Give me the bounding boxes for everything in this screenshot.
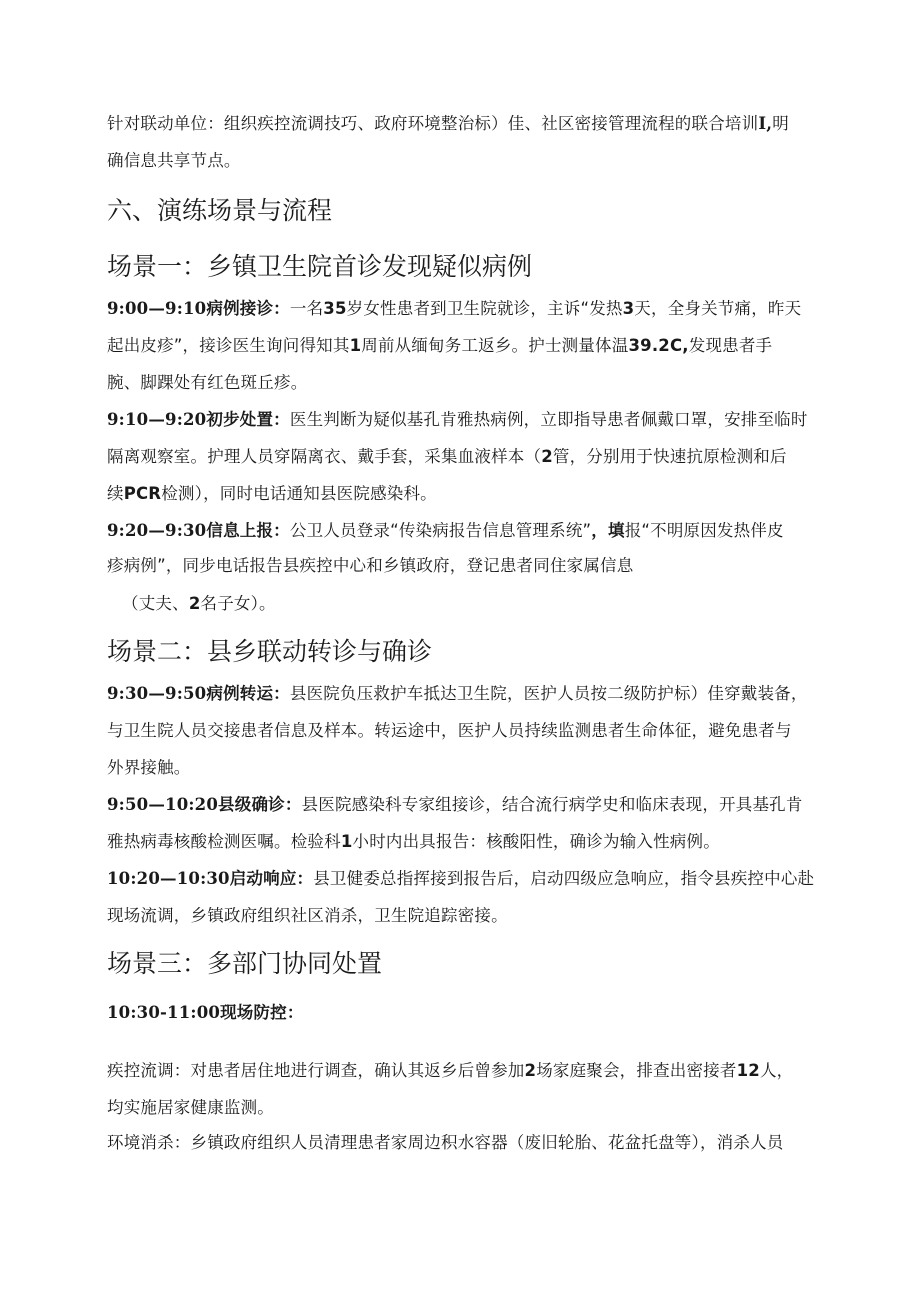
intro-line-2: 确信息共享节点。 (107, 151, 241, 170)
scene3-item1-line-2: 均实施居家健康监测。 (107, 1098, 274, 1117)
scene1-step3-line-1: 9:20—9:30信息上报：公卫人员登录“传染病报告信息管理系统”，填报“不明原因发热伴皮 (107, 521, 784, 540)
scene2-step3-line-2: 现场流调，乡镇政府组织社区消杀，卫生院追踪密接。 (107, 906, 508, 925)
scene2-step2-line-1: 9:50—10:20县级确诊：县医院感染科专家组接诊，结合流行病学史和临床表现，开具基孔肯 (107, 795, 803, 814)
scene3-item1-line-1: 疾控流调：对患者居住地进行调查，确认其返乡后曾参加2场家庭聚会，排查出密接者12人， (107, 1061, 794, 1080)
scene2-step1-line-2: 与卫生院人员交接患者信息及样本。转运途中，医护人员持续监测患者生命体征，避免患者与 (107, 721, 792, 740)
scene1-step3-line-3: （丈夫、2名子女）。 (122, 594, 276, 613)
section-heading: 六、演练场景与流程 (107, 196, 333, 225)
scene2-step2-line-2: 雅热病毒核酸检测医嘱。检验科1小时内出具报告：核酸阳性，确诊为输入性病例。 (107, 832, 720, 851)
scene1-step1-line-2: 起出皮疹”，接诊医生询问得知其1周前从缅甸务工返乡。护士测量体温39.2C,发现患者手 (107, 336, 773, 355)
scene2-heading: 场景二：县乡联动转诊与确诊 (107, 637, 433, 666)
scene2-step3-line-1: 10:20—10:30启动响应：县卫健委总指挥接到报告后，启动四级应急响应，指令县疾控中心赴 (107, 869, 815, 888)
scene1-step3-line-2: 疹病例”，同步电话报告县疾控中心和乡镇政府，登记患者同住家属信息 (107, 556, 634, 575)
scene3-item2-line-1: 环境消杀：乡镇政府组织人员清理患者家周边积水容器（废旧轮胎、花盆托盘等），消杀人员 (107, 1133, 784, 1152)
intro-line-1: 针对联动单位：组织疾控流调技巧、政府环境整治标）佳、社区密接管理流程的联合培训I,明 (107, 114, 789, 133)
scene1-step1-line-3: 腕、脚踝处有红色斑丘疹。 (107, 373, 308, 392)
scene3-subheading: 10:30-11:00现场防控： (107, 1003, 304, 1022)
scene1-step2-line-1: 9:10—9:20初步处置：医生判断为疑似基孔肯雅热病例，立即指导患者佩戴口罩，安排至临时 (107, 410, 808, 429)
scene1-heading: 场景一：乡镇卫生院首诊发现疑似病例 (107, 252, 533, 281)
scene3-heading: 场景三：多部门协同处置 (107, 949, 383, 978)
scene1-step2-line-2: 隔离观察室。护理人员穿隔离衣、戴手套，采集血液样本（2管，分别用于快速抗原检测和后 (107, 447, 787, 466)
scene2-step1-line-3: 外界接触。 (107, 758, 191, 777)
scene1-step1-line-1: 9:00—9:10病例接诊：一名35岁女性患者到卫生院就诊，主诉“发热3天，全身关节痛，昨天 (107, 299, 802, 318)
scene1-step2-line-3: 续PCR检测），同时电话通知县医院感染科。 (107, 484, 437, 503)
scene2-step1-line-1: 9:30—9:50病例转运：县医院负压救护车抵达卫生院，医护人员按二级防护标）佳穿戴装备， (107, 684, 808, 703)
